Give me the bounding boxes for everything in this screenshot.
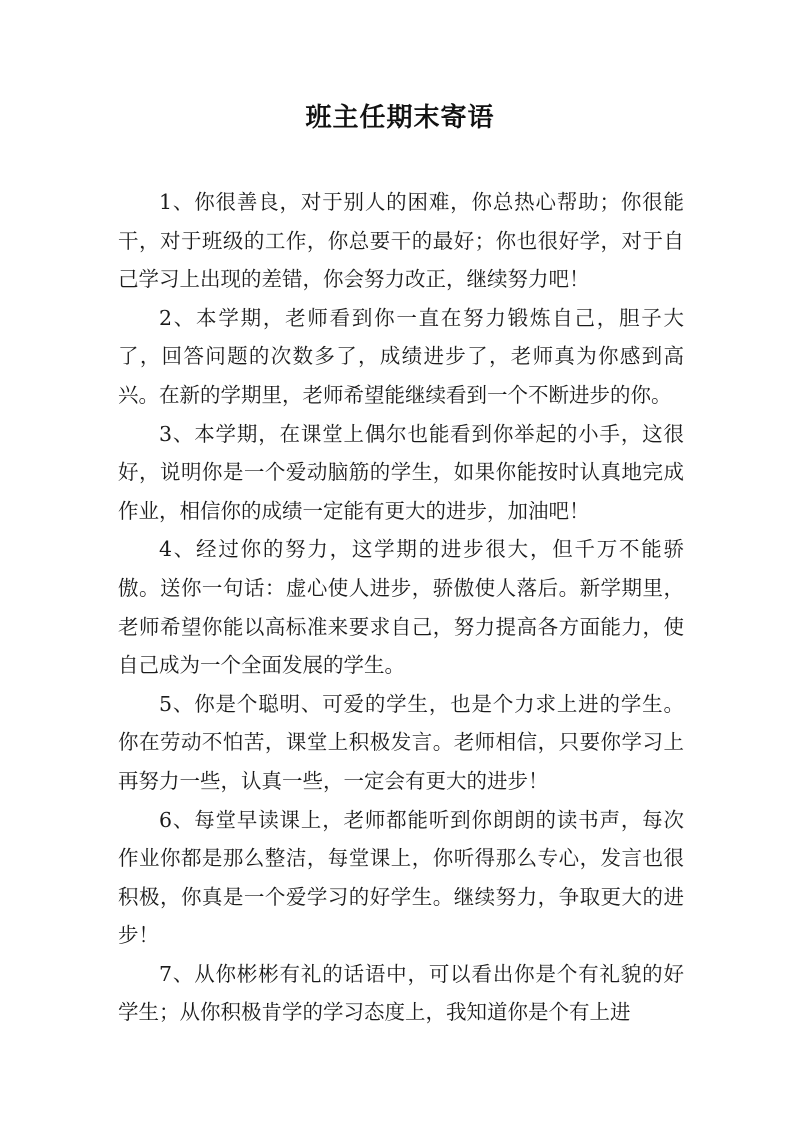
paragraph-5: 5、你是个聪明、可爱的学生，也是个力求上进的学生。你在劳动不怕苦，课堂上积极发言。老师相信，只要你学习上再努力一些，认真一些，一定会有更大的进步！	[118, 691, 684, 793]
paragraph-4: 4、经过你的努力，这学期的进步很大，但千万不能骄傲。送你一句话：虚心使人进步，骄傲使人落后。新学期里，老师希望你能以高标准来要求自己，努力提高各方面能力，使自己成为一个全面发展的学生。	[118, 537, 684, 678]
document-title: 班主任期末寄语	[305, 103, 495, 133]
document-body	[118, 183, 684, 1032]
paragraph-3: 3、本学期，在课堂上偶尔也能看到你举起的小手，这很好，说明你是一个爱动脑筋的学生，如果你能按时认真地完成作业，相信你的成绩一定能有更大的进步，加油吧！	[118, 421, 684, 523]
paragraph-2: 2、本学期，老师看到你一直在努力锻炼自己，胆子大了，回答问题的次数多了，成绩进步了，老师真为你感到高兴。在新的学期里，老师希望能继续看到一个不断进步的你。	[118, 305, 684, 407]
paragraph-6: 6、每堂早读课上，老师都能听到你朗朗的读书声，每次作业你都是那么整洁，每堂课上，你听得那么专心，发言也很积极，你真是一个爱学习的好学生。继续努力，争取更大的进步！	[118, 807, 684, 948]
paragraph-7: 7、从你彬彬有礼的话语中，可以看出你是个有礼貌的好学生；从你积极肯学的学习态度上，我知道你是个有上进	[118, 961, 684, 1025]
paragraph-1: 1、你很善良，对于别人的困难，你总热心帮助；你很能干，对于班级的工作，你总要干的最好；你也很好学，对于自己学习上出现的差错，你会努力改正，继续努力吧！	[118, 190, 684, 292]
